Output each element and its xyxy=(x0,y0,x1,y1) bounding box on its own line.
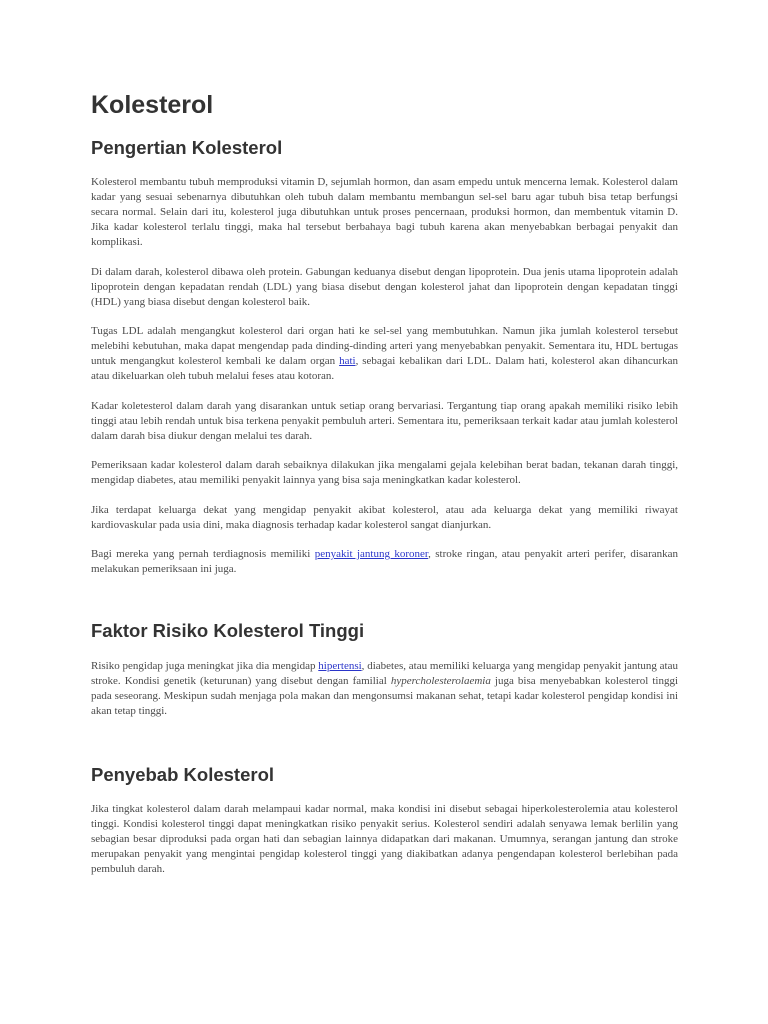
paragraph-text: , stroke ringan, atau penyakit arteri perifer, disarankan melakukan pemeriksaan ini juga. xyxy=(91,548,678,575)
paragraph-text: Kadar koletesterol dalam darah yang disarankan untuk setiap orang bervariasi. Tergantung tiap orang apakah memiliki risiko lebih tinggi atau lebih rendah untuk bisa terkena penyakit pembuluh arteri. Sementara itu, pemeriksaan terkait kadar atau jumlah kolesterol dalam darah bisa diukur dengan melalui tes darah. xyxy=(91,399,678,442)
link-penyakit-jantung-koroner[interactable]: penyakit jantung koroner xyxy=(314,548,429,560)
paragraph xyxy=(91,659,678,719)
paragraph-text: Jika terdapat keluarga dekat yang mengidap penyakit akibat kolesterol, atau ada keluarga dekat yang memiliki riwayat kardiovaskular pada usia dini, maka diagnosis terhadap kadar kolesterol sangat dianjurkan. xyxy=(91,503,678,531)
paragraph xyxy=(91,399,678,444)
paragraph-text: Risiko pengidap juga meningkat jika dia mengidap xyxy=(91,660,319,672)
section-heading-faktor-risiko: Faktor Risiko Kolesterol Tinggi xyxy=(91,620,365,641)
paragraph-text: Tugas LDL adalah mengangkut kolesterol dari organ hati ke sel-sel yang membutuhkan. Namun jika jumlah kolesterol tersebut melebihi kebutuhan, maka dapat mengendap pada dinding-dinding arteri yang menyebabkan penyakit. Sementara itu, HDL bertugas untuk mengangkut kolesterol kembali ke dalam organ xyxy=(91,325,678,367)
paragraph-text: Kolesterol membantu tubuh memproduksi vitamin D, sejumlah hormon, dan asam empedu untuk mencerna lemak. Kolesterol dalam kadar yang sesuai sebenarnya dibutuhkan oleh tubuh dalam membantu membangun sel-sel baru agar tubuh bisa tetap berfungsi secara normal. Selain dari itu, kolesterol juga dibutuhkan untuk proses pencernaan, produksi hormon, dan membentuk vitamin D. Jika kadar kolesterol terlalu tinggi, maka hal tersebut berbahaya bagi tubuh karena akan menyebabkan berbagai penyakit dan komplikasi. xyxy=(91,176,678,248)
paragraph xyxy=(91,802,678,877)
paragraph-text: , diabetes, atau memiliki keluarga yang mengidap penyakit jantung atau stroke. Kondisi genetik (keturunan) yang disebut dengan familial xyxy=(91,660,678,687)
paragraph-text: Bagi mereka yang pernah terdiagnosis memiliki xyxy=(91,548,315,560)
paragraph xyxy=(91,458,678,488)
paragraph xyxy=(91,324,678,384)
paragraph xyxy=(91,503,678,533)
paragraph-text: Di dalam darah, kolesterol dibawa oleh protein. Gabungan keduanya disebut dengan lipoprotein. Dua jenis utama lipoprotein adalah lipoprotein dengan kepadatan rendah (LDL) yang biasa disebut dengan kolesterol jahat dan lipoprotein dengan kepadatan tinggi (HDL) yang biasa disebut dengan kolesterol baik. xyxy=(91,265,678,308)
paragraph-text: Jika tingkat kolesterol dalam darah melampaui kadar normal, maka kondisi ini disebut sebagai hiperkolesterolemia atau kolesterol tinggi. Kondisi kolesterol tinggi dapat meningkatkan risiko penyakit serius. Kolesterol sendiri adalah senyawa lemak berlilin yang sebagian besar diproduksi pada organ hati dan sebagian lainnya didapatkan dari makanan. Umumnya, serangan jantung dan stroke merupakan penyakit yang mengintai pengidap kolesterol tinggi yang diakibatkan adanya pengendapan kolesterol berlebihan pada pembuluh darah. xyxy=(91,803,678,875)
document-title: Kolesterol xyxy=(91,91,214,119)
paragraph-text: Pemeriksaan kadar kolesterol dalam darah sebaiknya dilakukan jika mengalami gejala kelebihan berat badan, tekanan darah tinggi, mengidap diabetes, atau memiliki penyakit lainnya yang bisa saja meningkatkan kadar kolesterol. xyxy=(91,459,678,486)
link-hati[interactable]: hati xyxy=(339,355,356,367)
section-heading-penyebab: Penyebab Kolesterol xyxy=(91,764,275,785)
link-hipertensi[interactable]: hipertensi xyxy=(318,660,362,672)
paragraph xyxy=(91,547,678,577)
section-heading-pengertian: Pengertian Kolesterol xyxy=(91,137,283,158)
paragraph-text: , sebagai kebalikan dari LDL. Dalam hati, kolesterol akan dihancurkan atau dikeluarkan oleh tubuh melalui feses atau kotoran. xyxy=(91,355,678,382)
italic-term: hypercholesterolaemia xyxy=(390,675,491,687)
paragraph xyxy=(91,265,678,310)
paragraph-text: juga bisa menyebabkan kolesterol tinggi pada seseorang. Meskipun sudah menjaga pola makan dan mengonsumsi makanan sehat, tetapi kadar kolesterol pengidap kondisi ini akan tetap tinggi. xyxy=(91,675,678,717)
paragraph xyxy=(91,175,678,250)
